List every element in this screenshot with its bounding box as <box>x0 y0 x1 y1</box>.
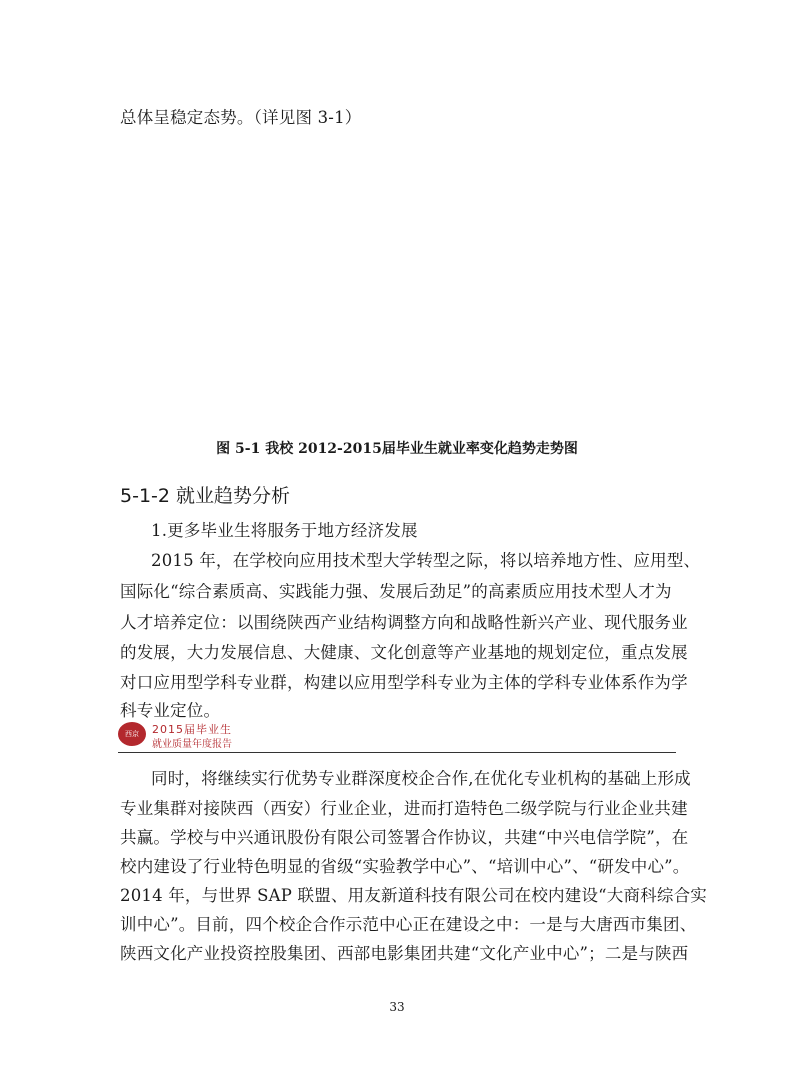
paragraph1-line: 科专业定位。 <box>120 701 221 720</box>
section-title: 5-1-2 就业趋势分析 <box>120 485 291 507</box>
paragraph1-line: 对口应用型学科专业群，构建以应用型学科专业为主体的学科专业体系作为学 <box>120 673 688 692</box>
paragraph1-line: 人才培养定位：以围绕陕西产业结构调整方向和战略性新兴产业、现代服务业 <box>120 613 688 632</box>
report-header <box>118 720 678 750</box>
paragraph2-line: 陕西文化产业投资控股集团、西部电影集团共建“文化产业中心”；二是与陕西 <box>120 944 689 963</box>
paragraph2-line: 共赢。学校与中兴通讯股份有限公司签署合作协议，共建“中兴电信学院”，在 <box>120 828 689 847</box>
intro-line: 总体呈稳定态势。（详见图 3-1） <box>120 108 362 127</box>
header-rule <box>118 752 676 753</box>
paragraph1-line: 的发展，大力发展信息、大健康、文化创意等产业基地的规划定位，重点发展 <box>120 643 688 662</box>
paragraph2-line: 2014 年，与世界 SAP 联盟、用友新道科技有限公司在校内建设“大商科综合实 <box>120 886 707 905</box>
paragraph2-line: 专业集群对接陕西（西安）行业企业，进而打造特色二级学院与行业企业共建 <box>120 799 688 818</box>
header-title-top: 2015届毕业生 <box>152 723 232 736</box>
paragraph2-line: 同时，将继续实行优势专业群深度校企合作,在优化专业机构的基础上形成 <box>151 769 691 788</box>
paragraph2-line: 校内建设了行业特色明显的省级“实验教学中心”、“培训中心”、“研发中心”。 <box>120 857 690 876</box>
header-title-bottom: 就业质量年度报告 <box>152 739 232 750</box>
figure-caption: 图 5-1 我校 2012-2015届毕业生就业率变化趋势走势图 <box>216 441 578 457</box>
paragraph1-heading: 1.更多毕业生将服务于地方经济发展 <box>151 521 418 540</box>
page-number: 33 <box>389 1000 405 1014</box>
school-logo: 西京 <box>118 722 146 746</box>
paragraph1-line: 国际化“综合素质高、实践能力强、发展后劲足”的高素质应用技术型人才为 <box>120 582 672 601</box>
paragraph1-line: 2015 年，在学校向应用技术型大学转型之际，将以培养地方性、应用型、 <box>151 551 701 570</box>
paragraph2-line: 训中心”。目前，四个校企合作示范中心正在建设之中：一是与大唐西市集团、 <box>120 915 697 934</box>
